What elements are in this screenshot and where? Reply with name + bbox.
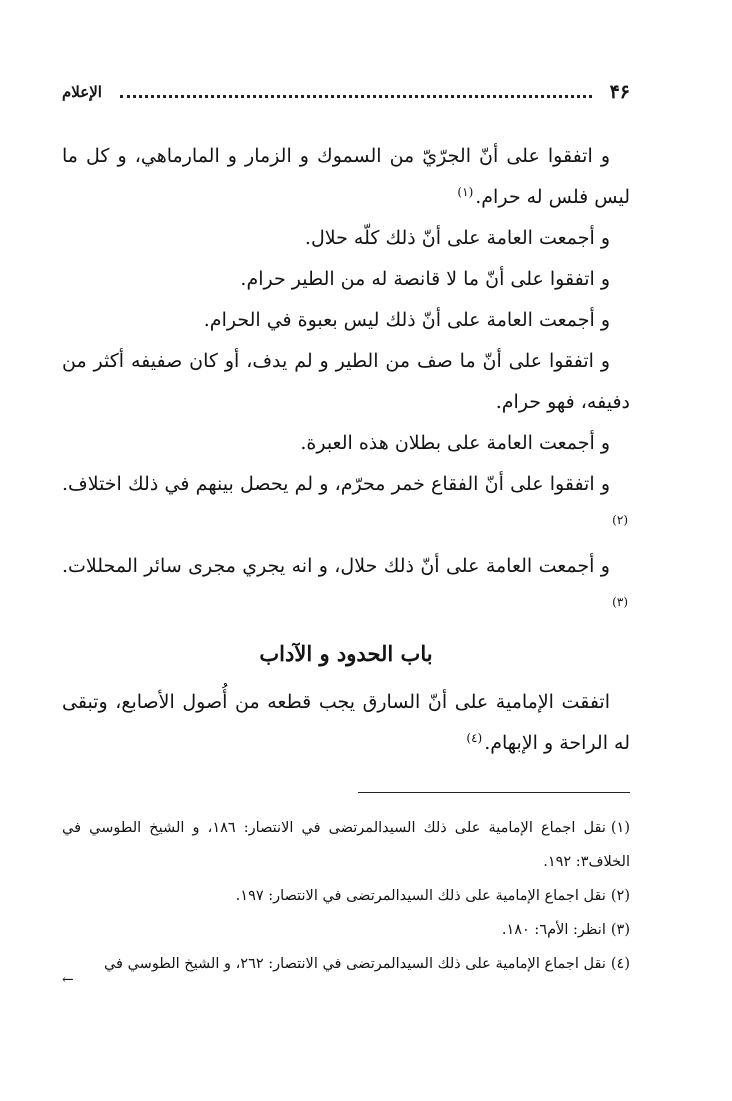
footnote: (٣)انظر: الأم٦: ١٨٠.: [501, 922, 630, 938]
footnote-number: (١): [610, 820, 630, 836]
footnote-separator: [358, 792, 630, 793]
paragraph: و اتفقوا على أنّ الفقاع خمر محرّم، و لم يحصل بينهم في ذلك اختلاف.$^{(٢)}$: [62, 473, 628, 527]
paragraph: و اتفقوا على أنّ ما صف من الطير و لم يدف، أو كان صفيفه أكثر من دفيفه، فهو حرام.: [62, 350, 630, 413]
running-title: الإعلام: [62, 83, 102, 101]
footnote-ref[interactable]: (١): [457, 184, 474, 199]
footnote-ref[interactable]: (٣): [612, 594, 628, 609]
header-dotted-leader: [120, 95, 592, 98]
paragraph: اتفقت الإمامية على أنّ السارق يجب قطعه من أُصول الأصابع، وتبقى له الراحة و الإبهام.$^{(٤)}$: [62, 691, 630, 754]
footnote-number: (٢): [610, 888, 630, 904]
paragraph: و اتفقوا على أنّ ما لا قانصة له من الطير حرام.: [240, 268, 610, 290]
book-page: [62, 76, 630, 1036]
page-header: [62, 76, 630, 108]
footnote-number: (٣): [610, 922, 630, 938]
footnote: (٤)نقل اجماع الإمامية على ذلك السيدالمرتضى في الانتصار: ٢٦٢، و الشيخ الطوسي في: [103, 956, 630, 972]
footnote-number: (٤): [610, 956, 630, 972]
paragraph: و أجمعت العامة على بطلان هذه العبرة.: [300, 432, 610, 454]
footnote-ref[interactable]: (٢): [612, 512, 628, 527]
continuation-arrow-icon: ←: [62, 972, 74, 988]
footnotes: [62, 811, 630, 987]
paragraph: و أجمعت العامة على أنّ ذلك ليس بعبوة في الحرام.: [203, 309, 610, 331]
paragraph: و اتفقوا على أنّ الجرّيّ من السموك و الزمار و المارماهي، و كل ما ليس فلس له حرام.$^{(١)}$: [62, 145, 630, 208]
paragraph: و أجمعت العامة على أنّ ذلك حلال، و انه يجري مجرى سائر المحللات.$^{(٣)}$: [62, 555, 628, 609]
paragraph: و أجمعت العامة على أنّ ذلك كلّه حلال.: [304, 227, 610, 249]
footnote-ref[interactable]: (٤): [466, 730, 483, 745]
page-number: ۴۶: [609, 81, 630, 103]
main-text: [62, 136, 630, 764]
section-heading: باب الحدود و الآداب: [259, 641, 433, 666]
footnote: (٢)نقل اجماع الإمامية على ذلك السيدالمرتضى في الانتصار: ١٩٧.: [235, 888, 630, 904]
footnote: (١)نقل اجماع الإمامية على ذلك السيدالمرتضى في الانتصار: ١٨٦، و الشيخ الطوسي في الخلاف٣: ١٩٢.: [62, 820, 630, 870]
